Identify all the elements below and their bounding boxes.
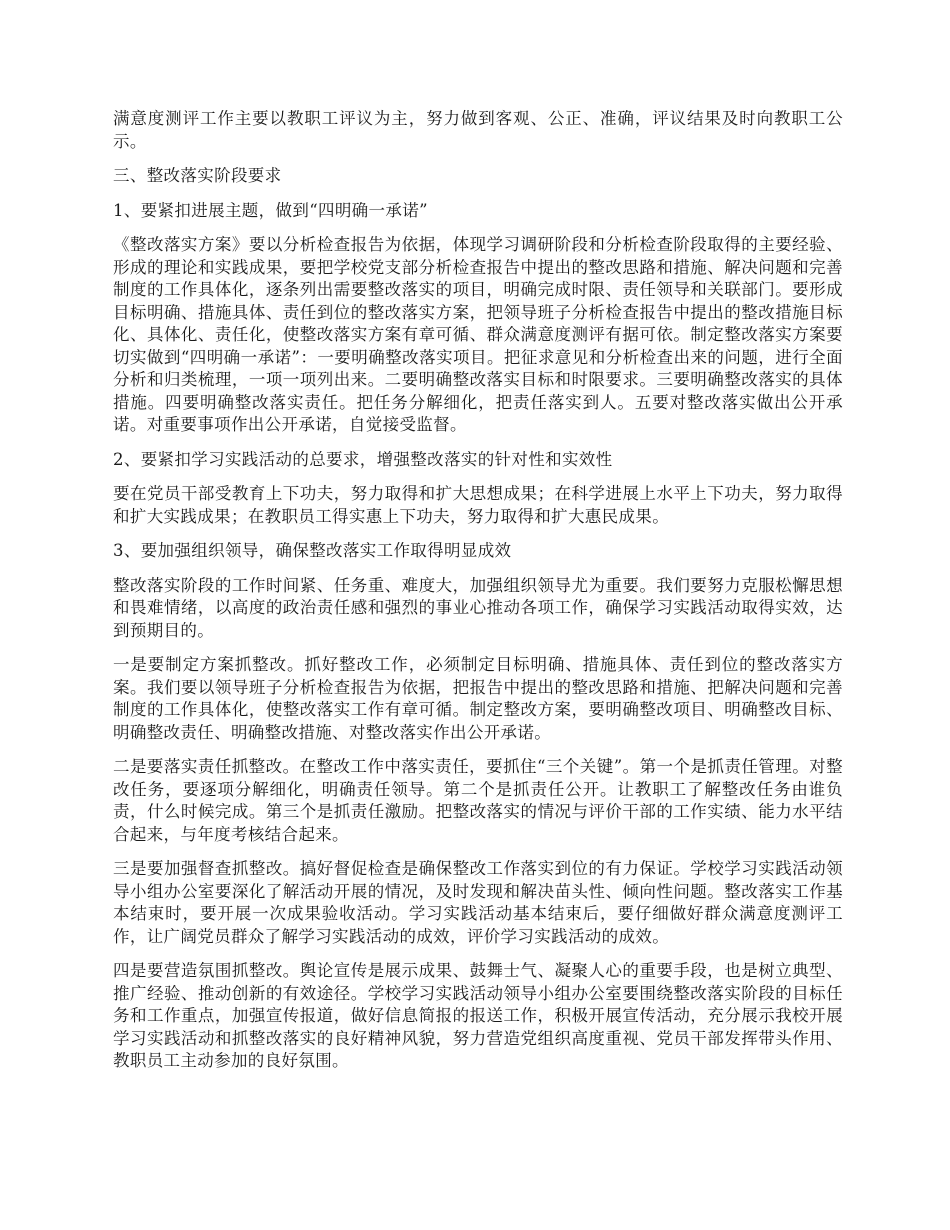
- paragraph-satisfaction-evaluation: 满意度测评工作主要以教职工评议为主，努力做到客观、公正、准确，评议结果及时向教职工公示。: [113, 109, 843, 151]
- paragraph-responsibility-rectification: 二是要落实责任抓整改。在整改工作中落实责任，要抓住“三个关键”。第一个是抓责任管理。对整改任务，要逐项分解细化，明确责任领导。第二个是抓责任公开。让教职工了解整改任务由谁负责，什么时候完成。第三个是抓责任激励。把整改落实的情况与评价干部的工作实绩、能力水平结合起来，与年度考核结合起来。: [113, 757, 843, 844]
- document-body: [113, 108, 843, 1085]
- subheading-four-clarities-one-commitment: 1、要紧扣进展主题，做到“四明确一承诺”: [113, 200, 428, 220]
- paragraph-leadership-importance: 整改落实阶段的工作时间紧、任务重、难度大，加强组织领导尤为重要。我们要努力克服松懈思想和畏难情绪，以高度的政治责任感和强烈的事业心推动各项工作，确保学习实践活动取得实效，达到预期目的。: [113, 575, 843, 640]
- paragraph-supervision-rectification: 三是要加强督查抓整改。搞好督促检查是确保整改工作落实到位的有力保证。学校学习实践活动领导小组办公室要深化了解活动开展的情况，及时发现和解决苗头性、倾向性问题。整改落实工作基本结束时，要开展一次成果验收活动。学习实践活动基本结束后，要仔细做好群众满意度测评工作，让广阔党员群众了解学习实践活动的成效，评价学习实践活动的成效。: [113, 859, 843, 946]
- paragraph-rectification-plan: 《整改落实方案》要以分析检查报告为依据，体现学习调研阶段和分析检查阶段取得的主要经验、形成的理论和实践成果，要把学校党支部分析检查报告中提出的整改思路和措施、解决问题和完善制度的工作具体化，逐条列出需要整改落实的项目，明确完成时限、责任领导和关联部门。要形成目标明确、措施具体、责任到位的整改落实方案，把领导班子分析检查报告中提出的整改措施目标化、具体化、责任化，使整改落实方案有章可循、群众满意度测评有据可依。制定整改落实方案要切实做到“四明确一承诺”：一要明确整改落实项目。把征求意见和分析检查出来的问题，进行全面分析和归类梳理，一项一项列出来。二要明确整改落实目标和时限要求。三要明确整改落实的具体措施。四要明确整改落实责任。把任务分解细化，把责任落实到人。五要对整改落实做出公开承诺。对重要事项作出公开承诺，自觉接受监督。: [113, 235, 843, 434]
- subheading-overall-requirements: 2、要紧扣学习实践活动的总要求，增强整改落实的针对性和实效性: [113, 449, 613, 469]
- subheading-organizational-leadership: 3、要加强组织领导，确保整改落实工作取得明显成效: [113, 541, 512, 560]
- paragraph-atmosphere-rectification: 四是要营造氛围抓整改。舆论宣传是展示成果、鼓舞士气、凝聚人心的重要手段，也是树立典型、推广经验、推动创新的有效途径。学校学习实践活动领导小组办公室要围绕整改落实阶段的目标任务和工作重点，加强宣传报道，做好信息简报的报送工作，积极开展宣传活动，充分展示我校开展学习实践活动和抓整改落实的良好精神风貌，努力营造党组织高度重视、党员干部发挥带头作用、教职员工主动参加的良好氛围。: [113, 961, 843, 1070]
- section-heading-rectification-requirements: 三、整改落实阶段要求: [113, 166, 282, 185]
- paragraph-plan-rectification: 一是要制定方案抓整改。抓好整改工作，必须制定目标明确、措施具体、责任到位的整改落实方案。我们要以领导班子分析检查报告为依据，把报告中提出的整改思路和措施、把解决问题和完善制度的工作具体化，使整改落实工作有章可循。制定整改方案，要明确整改项目、明确整改目标、明确整改责任、明确整改措施、对整改落实作出公开承诺。: [113, 655, 843, 742]
- paragraph-three-efforts: 要在党员干部受教育上下功夫，努力取得和扩大思想成果；在科学进展上水平上下功夫，努力取得和扩大实践成果；在教职员工得实惠上下功夫，努力取得和扩大惠民成果。: [113, 484, 843, 526]
